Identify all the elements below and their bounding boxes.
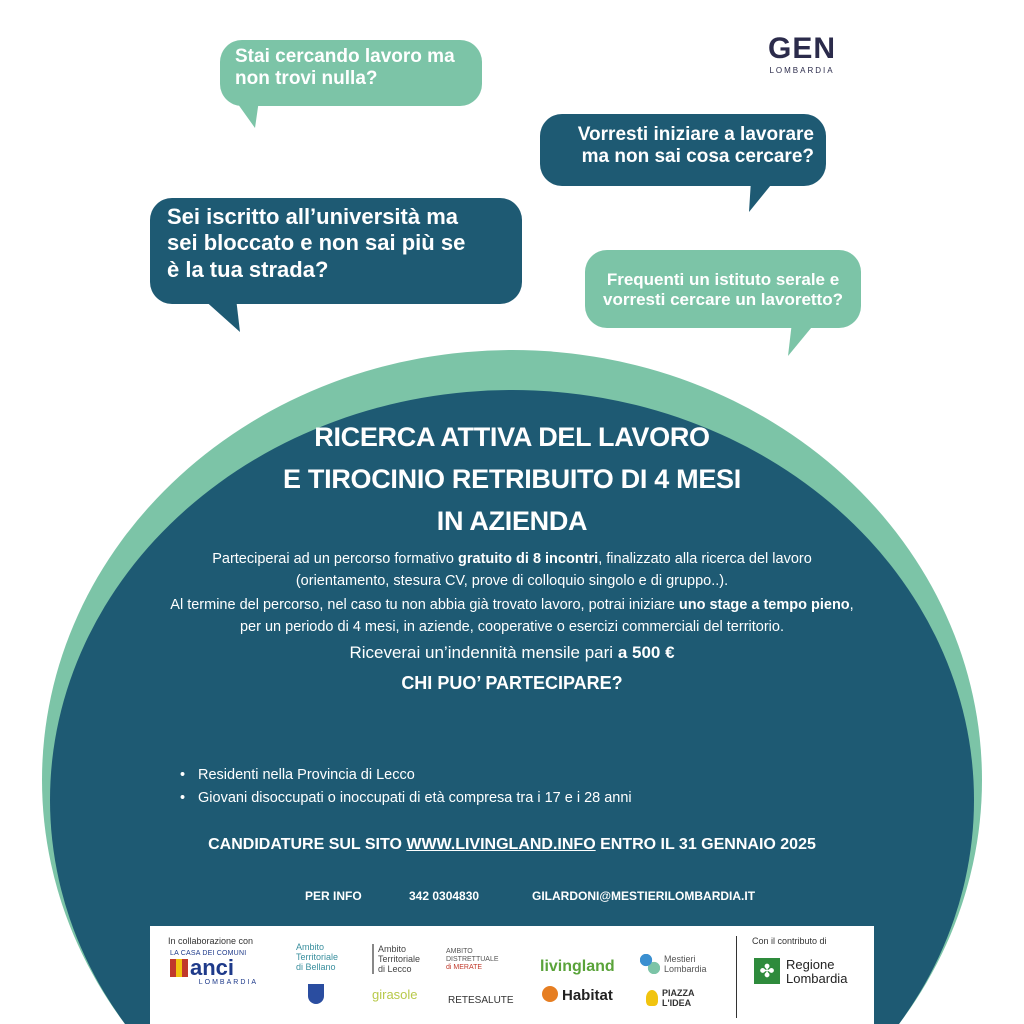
contrib-label: Con il contributo di — [752, 936, 827, 946]
lecco-logo — [372, 944, 420, 974]
collab-label: In collaborazione con — [168, 936, 254, 946]
info-label: PER INFO — [305, 889, 362, 903]
p2-text-c: , per un periodo di 4 mesi, in aziende, cooperative o esercizi commerciali del territorio. — [239, 597, 854, 635]
mestieri-logo — [664, 954, 707, 974]
p1-text-a: Parteciperai ad un percorso formativo — [212, 551, 459, 567]
regione-icon: ✤ — [754, 958, 780, 984]
merate-logo — [446, 948, 499, 972]
cta-suffix: ENTRO IL 31 GENNAIO 2025 — [595, 836, 816, 853]
list-item: • Residenti nella Provincia di Lecco — [178, 764, 632, 787]
bubble-4-line-2: vorresti cercare un lavoretto? — [603, 289, 843, 309]
anci-flag-icon — [170, 959, 188, 977]
paragraph-3 — [170, 642, 854, 664]
anci-top-text: LA CASA DEI COMUNI — [170, 950, 247, 957]
cta-line — [150, 836, 874, 854]
bubble-1-line-2: non trovi nulla? — [235, 67, 378, 89]
speech-bubble-4 — [585, 250, 861, 328]
info-phone[interactable]: 342 0304830 — [409, 889, 480, 903]
piazza-line-1: PIAZZA — [662, 988, 695, 998]
cta-link[interactable]: WWW.LIVINGLAND.INFO — [406, 836, 596, 853]
lecco-line-3: di Lecco — [378, 964, 412, 974]
merate-line-3: di MERATE — [446, 964, 483, 971]
bubble-4-tail — [786, 322, 816, 358]
description — [170, 548, 854, 694]
p3-bold: a 500 € — [617, 643, 675, 662]
bellano-logo — [296, 942, 338, 972]
regione-line-2: Lombardia — [786, 971, 848, 986]
regione-line-1: Regione — [786, 957, 835, 972]
girasole-logo: girasole — [372, 987, 418, 1002]
bubble-3-line-2: sei bloccato e non sai più se — [167, 230, 466, 256]
merate-line-2: DISTRETTUALE — [446, 956, 499, 963]
cta-prefix: CANDIDATURE SUL SITO — [208, 836, 407, 853]
mestieri-line-1: Mestieri — [664, 954, 696, 964]
bubble-3-tail — [202, 298, 242, 334]
list-item: • Giovani disoccupati o inoccupati di età compresa tra i 17 e i 28 anni — [178, 787, 632, 810]
gen-lombardia-logo — [762, 34, 842, 75]
bellano-line-2: Territoriale — [296, 952, 339, 962]
bubble-2-tail — [745, 180, 775, 214]
p1-bold: gratuito di 8 incontri — [458, 551, 599, 567]
p2-text-a: Al termine del percorso, nel caso tu non abbia già trovato lavoro, potrai iniziare — [170, 597, 679, 613]
bellano-line-3: di Bellano — [296, 962, 336, 972]
lecco-line-2: Territoriale — [378, 954, 421, 964]
p3-text-a: Riceverai un’indennità mensile pari — [349, 643, 618, 662]
p2-bold: uno stage a tempo pieno — [678, 597, 850, 613]
main-title-line-3: IN AZIENDA — [436, 506, 588, 536]
speech-bubble-2 — [540, 114, 826, 186]
bubble-1-tail — [235, 100, 265, 130]
bubble-3-line-3: è la tua strada? — [167, 256, 329, 282]
habitat-logo: Habitat — [562, 987, 613, 1004]
paragraph-1 — [170, 548, 854, 570]
livingland-logo: livingland — [540, 958, 615, 975]
bellano-line-1: Ambito — [296, 942, 325, 952]
partners-footer — [150, 926, 874, 1024]
anci-main-text: anci — [190, 955, 235, 980]
bubble-2-line-1: Vorresti iniziare a lavorare — [577, 124, 814, 145]
regione-logo — [786, 958, 847, 986]
speech-bubble-3 — [150, 198, 522, 304]
merate-line-1: AMBITO — [446, 948, 473, 955]
gen-logo-text: GEN — [767, 32, 836, 65]
info-email[interactable]: GILARDONI@MESTIERILOMBARDIA.IT — [532, 889, 756, 903]
paragraph-2 — [170, 594, 854, 638]
mestieri-icon — [640, 954, 660, 974]
lightbulb-icon — [646, 990, 658, 1006]
bubble-2-line-2: ma non sai cosa cercare? — [581, 145, 814, 167]
anci-logo — [170, 950, 258, 986]
bubble-1-line-1: Stai cercando lavoro ma — [235, 46, 455, 67]
who-title: CHI PUO’ PARTECIPARE? — [401, 673, 623, 693]
footer-divider — [736, 936, 737, 1018]
eligibility-list — [178, 764, 632, 810]
habitat-icon — [542, 986, 558, 1002]
bubble-4-line-1: Frequenti un istituto serale e — [606, 270, 840, 289]
main-title-line-2: E TIROCINIO RETRIBUITO DI 4 MESI — [283, 464, 741, 494]
piazza-line-2: L'IDEA — [662, 998, 692, 1008]
piazza-logo — [662, 988, 695, 1008]
bubble-3-line-1: Sei iscritto all’università ma — [167, 204, 459, 229]
crest-icon — [308, 984, 324, 1004]
mestieri-line-2: Lombardia — [664, 964, 707, 974]
paragraph-1-cont: (orientamento, stesura CV, prove di colloquio singolo e di gruppo..). — [295, 573, 729, 589]
anci-sub-text: LOMBARDIA — [198, 979, 258, 986]
p1-text-c: , finalizzato alla ricerca del lavoro — [598, 551, 812, 567]
main-title — [212, 416, 812, 542]
lecco-line-1: Ambito — [378, 944, 407, 954]
gen-logo-sub: LOMBARDIA — [769, 66, 835, 75]
speech-bubble-1 — [220, 40, 482, 106]
main-title-line-1: RICERCA ATTIVA DEL LAVORO — [314, 422, 710, 452]
retesalute-logo: RETESALUTE — [448, 995, 514, 1006]
